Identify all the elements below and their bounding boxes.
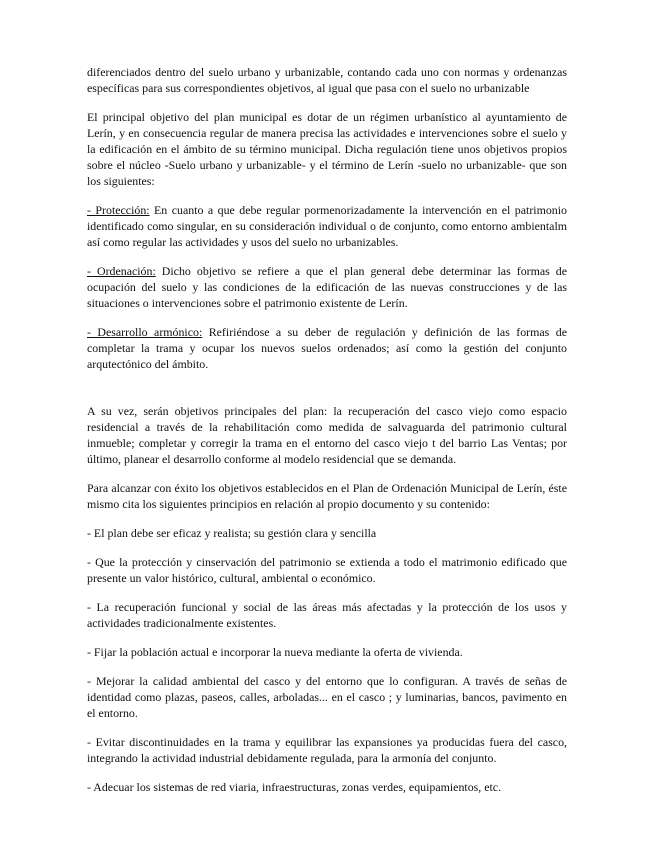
objective-term: - Ordenación: — [87, 264, 156, 278]
paragraph-intro-continuation: diferenciados dentro del suelo urbano y urbanizable, contando cada uno con normas y ordenanzas específicas para sus correspondientes objetivos, al igual que pasa con el suelo no urbanizable — [87, 65, 567, 95]
objective-proteccion — [87, 202, 567, 250]
principle-item: - Adecuar los sistemas de red viaria, infraestructuras, zonas verdes, equipamientos, etc. — [87, 780, 502, 794]
principle-item: - Evitar discontinuidades en la trama y equilibrar las expansiones ya producidas fuera del casco, integrando la actividad industrial debidamente regulada, para la armonía del conjunto. — [87, 735, 567, 765]
objective-term: - Protección: — [87, 203, 150, 217]
principle-item: - Mejorar la calidad ambiental del casco y del entorno que lo configuran. A través de señas de identidad como plazas, paseos, calles, arboladas... en el casco ; y luminarias, bancos, pavimento en el entorno. — [87, 674, 567, 720]
objective-text: En cuanto a que debe regular pormenorizadamente la intervención en el patrimonio identificado como singular, en su consideración individual o de conjunto, como entorno ambientalm así como regular las actividades y usos del suelo no urbanizables. — [87, 203, 567, 249]
objective-text: Dicho objetivo se refiere a que el plan general debe determinar las formas de ocupación del suelo y las condiciones de la edificación de las nuevas construcciones y de las situaciones o intervenciones sobre el patrimonio existente de Lerín. — [87, 264, 568, 310]
paragraph-principal-objectives: A su vez, serán objetivos principales del plan: la recuperación del casco viejo como espacio residencial a través de la rehabilitación como medida de salvaguarda del patrimonio cultural inmueble; completar y corregir la trama en el entorno del casco viejo t del barrio Las Ventas; por último, planear el desarrollo conforme al modelo residencial que se demanda. — [87, 404, 567, 466]
paragraph-main-objective: El principal objetivo del plan municipal es dotar de un régimen urbanístico al ayuntamiento de Lerín, y en consecuencia regular de manera precisa las actividades e intervenciones sobre el suelo y la edificación en el ámbito de su término municipal. Dicha regulación tiene unos objetivos propios sobre el núcleo -Suelo urbano y urbanizable- y el término de Lerín -suelo no urbanizable- que son los siguientes: — [87, 110, 567, 188]
objective-ordenacion — [87, 263, 567, 311]
principle-item: - Fijar la población actual e incorporar la nueva mediante la oferta de vivienda. — [87, 645, 463, 659]
principle-item: - La recuperación funcional y social de las áreas más afectadas y la protección de los usos y actividades tradicionalmente existentes. — [87, 600, 567, 630]
objective-term: - Desarrollo armónico: — [87, 325, 203, 339]
objective-desarrollo-armonico — [87, 324, 567, 372]
principle-item: - El plan debe ser eficaz y realista; su gestión clara y sencilla — [87, 526, 377, 540]
principle-item: - Que la protección y cinservación del patrimonio se extienda a todo el matrimonio edificado que presente un valor histórico, cultural, ambiental o económico. — [87, 555, 567, 585]
document-page — [87, 64, 567, 808]
paragraph-principles-intro: Para alcanzar con éxito los objetivos establecidos en el Plan de Ordenación Municipal de Lerín, éste mismo cita los siguientes principios en relación al propio documento y su contenido: — [87, 481, 567, 511]
objective-text: Refiriéndose a su deber de regulación y definición de las formas de completar la trama y ocupar los nuevos suelos ordenados; así como la gestión del conjunto arqutectónico del ámbito. — [87, 325, 567, 371]
